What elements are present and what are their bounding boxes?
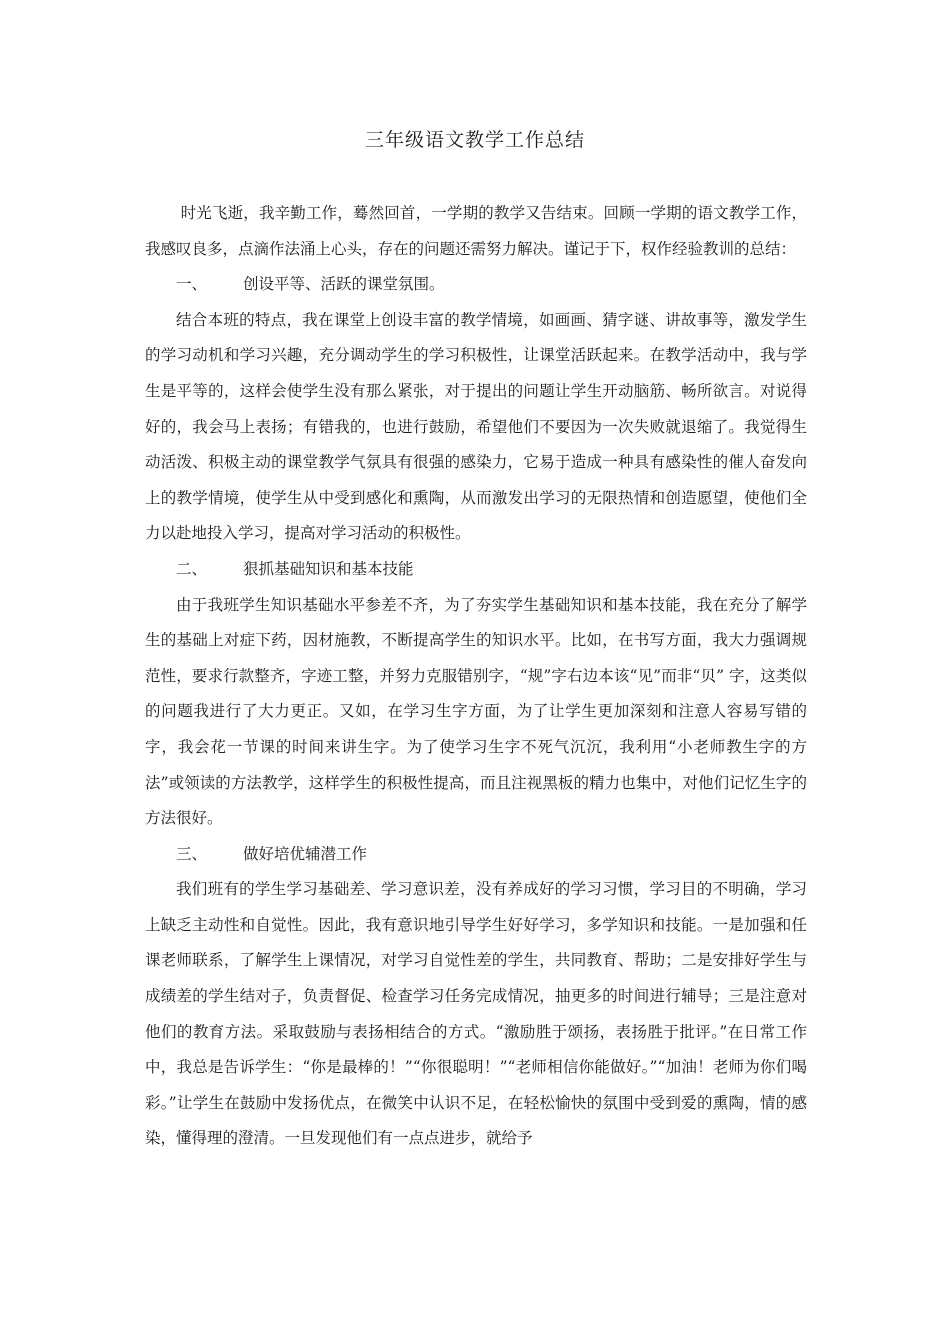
section-heading-2 [145, 552, 807, 588]
section-number: 一、 [176, 275, 208, 294]
section-heading-text: 狠抓基础知识和基本技能 [243, 559, 414, 578]
section-number: 二、 [176, 559, 208, 578]
section-heading-3 [145, 837, 807, 873]
section-heading-text: 创设平等、活跃的课堂氛围。 [243, 275, 445, 294]
intro-paragraph: 时光飞逝，我辛勤工作，蓦然回首，一学期的教学又告结束。回顾一学期的语文教学工作，我感叹良多，点滴作法涌上心头，存在的问题还需努力解决。谨记于下，权作经验教训的总结： [145, 204, 807, 258]
section-heading-1 [145, 267, 807, 303]
document-body [145, 196, 807, 1157]
document-title: 三年级语文教学工作总结 [364, 129, 585, 151]
section-body-3: 我们班有的学生学习基础差、学习意识差，没有养成好的学习习惯，学习目的不明确，学习上缺乏主动性和自觉性。因此，我有意识地引导学生好好学习，多学知识和技能。一是加强和任课老师联系，了解学生上课情况，对学习自觉性差的学生，共同教育、帮助；二是安排好学生与成绩差的学生结对子，负责督促、检查学习任务完成情况，抽更多的时间进行辅导；三是注意对他们的教育方法。采取鼓励与表扬相结合的方式。“激励胜于颂扬，表扬胜于批评。”在日常工作中，我总是告诉学生：“你是最棒的！”“你很聪明！”“老师相信你能做好。”“加油！老师为你们喝彩。”让学生在鼓励中发扬优点，在微笑中认识不足，在轻松愉快的氛围中受到爱的熏陶，情的感染，懂得理的澄清。一旦发现他们有一点点进步，就给予 [145, 880, 807, 1148]
section-heading-text: 做好培优辅潜工作 [243, 844, 368, 863]
section-body-1: 结合本班的特点，我在课堂上创设丰富的教学情境，如画画、猜字谜、讲故事等，激发学生的学习动机和学习兴趣，充分调动学生的学习积极性，让课堂活跃起来。在教学活动中，我与学生是平等的，这样会使学生没有那么紧张，对于提出的问题让学生开动脑筋、畅所欲言。对说得好的，我会马上表扬；有错我的，也进行鼓励，希望他们不要因为一次失败就退缩了。我觉得生动活泼、积极主动的课堂教学气氛具有很强的感染力，它易于造成一种具有感染性的催人奋发向上的教学情境，使学生从中受到感化和熏陶，从而激发出学习的无限热情和创造愿望，使他们全力以赴地投入学习，提高对学习活动的积极性。 [145, 310, 807, 543]
section-number: 三、 [176, 844, 208, 863]
section-body-2: 由于我班学生知识基础水平参差不齐，为了夯实学生基础知识和基本技能，我在充分了解学生的基础上对症下药，因材施教，不断提高学生的知识水平。比如，在书写方面，我大力强调规范性，要求行款整齐，字迹工整，并努力克服错别字，“规”字右边本该“见”而非“贝” 字，这类似的问题我进行了大力更正。又如，在学习生字方面，为了让学生更加深刻和注意人容易写错的字，我会花一节课的时间来讲生字。为了使学习生字不死气沉沉，我利用“小老师教生字的方法”或领读的方法教学，这样学生的积极性提高，而且注视黑板的精力也集中，对他们记忆生字的方法很好。 [145, 595, 807, 828]
